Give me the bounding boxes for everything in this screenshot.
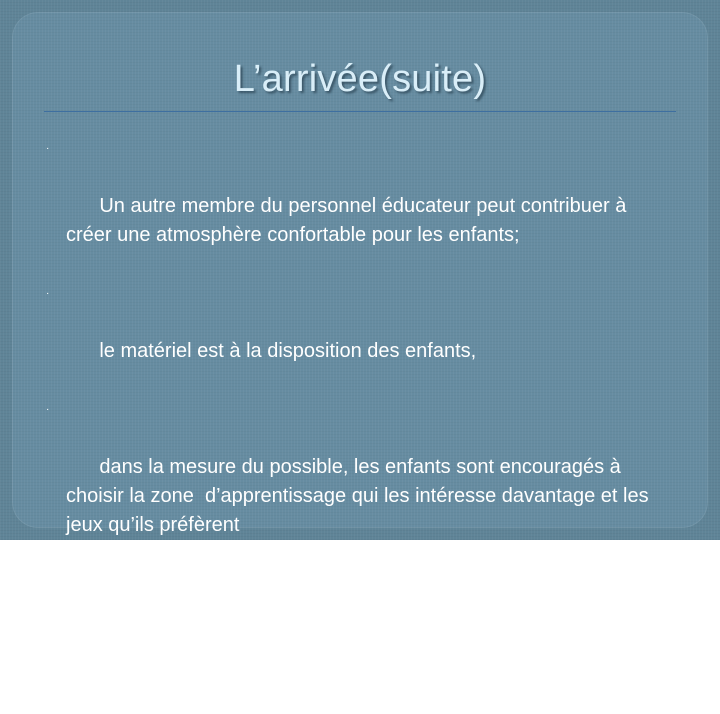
slide-title: L’arrivée(suite) <box>233 58 487 100</box>
bullet-list <box>44 134 664 714</box>
bullet-marker: · <box>46 404 50 415</box>
title-divider <box>44 111 676 112</box>
bullet-item <box>44 569 664 714</box>
bullet-text: dans la mesure du possible, les enfants sont encouragés à choisir la zone d’apprentissage qui les intéresse davantage et les jeux qu’ils préfèrent <box>66 456 655 536</box>
bullet-marker: · <box>46 288 50 299</box>
bullet-text: Un autre membre du personnel éducateur peut contribuer à créer une atmosphère confortable pour les enfants; <box>66 195 632 246</box>
bullet-item <box>44 395 664 569</box>
bullet-item <box>44 134 664 279</box>
bullet-marker: · <box>46 143 50 154</box>
bullet-item <box>44 279 664 395</box>
bullet-text: leur choix de jouer seul ou avec des amis de leur choix est respecté. <box>66 630 629 681</box>
bullet-text: le matériel est à la disposition des enfants, <box>99 340 477 362</box>
bullet-marker: · <box>46 578 50 589</box>
